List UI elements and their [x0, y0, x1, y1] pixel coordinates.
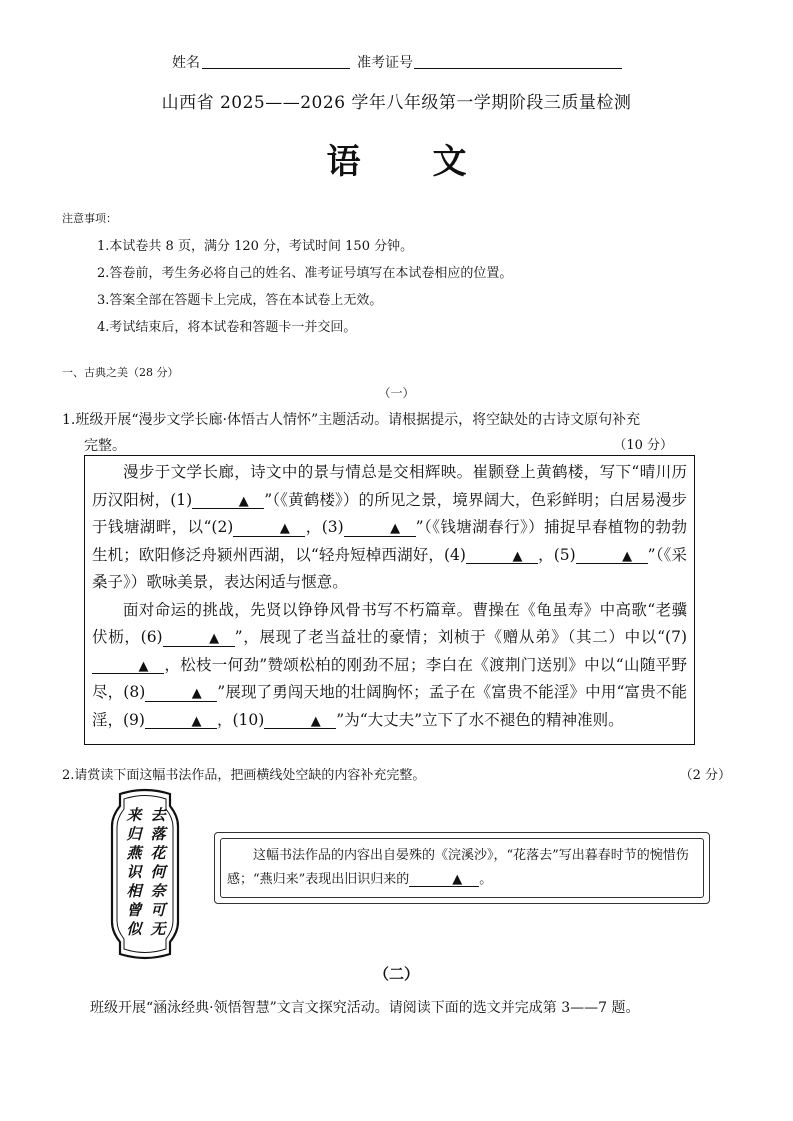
- notice-item: 2.答卷前，考生务必将自己的姓名、准考证号填写在本试卷相应的位置。: [97, 266, 513, 281]
- passage-paragraph: [85, 597, 694, 735]
- calligraphy-callout-box: [214, 832, 710, 904]
- passage-text: ”为“大丈夫”立下了水不褪色的精神准则。: [336, 710, 624, 729]
- blank-triangle-icon: ▲: [452, 872, 463, 887]
- callout-sentence: 这幅书法作品的内容出自晏殊的《浣溪沙》，“花落去”写出暮春时节的惋惜伤感；“燕归来”表现出旧识归来的: [227, 848, 689, 887]
- calligraphy-artwork: [106, 786, 184, 962]
- id-blank: [414, 68, 622, 69]
- passage-text: ，(10): [216, 710, 265, 729]
- answer-blank: [163, 630, 235, 647]
- question-2-stem: [62, 764, 737, 783]
- answer-blank: [233, 520, 305, 537]
- answer-blank: [145, 713, 217, 730]
- passage-text: ”，展现了老当益壮的豪情；刘桢于《赠从弟》（其二）中以“(7): [234, 628, 687, 646]
- passage-text: ”（《采桑子》）歌咏美景，表达闲适与惬意。: [92, 545, 687, 591]
- answer-blank: [466, 548, 538, 565]
- passage-paragraph: [85, 459, 694, 597]
- blank-triangle-icon: ▲: [209, 631, 220, 646]
- exam-title: 山西省 2025——2026 学年八年级第一学期阶段三质量检测: [161, 93, 632, 113]
- notice-item: 4.考试结束后，将本试卷和答题卡一并交回。: [97, 320, 357, 335]
- notice-item: 1.本试卷共 8 页，满分 120 分，考试时间 150 分钟。: [97, 239, 414, 254]
- blank-triangle-icon: ▲: [622, 548, 633, 564]
- callout-text: [227, 844, 699, 892]
- passage-text: ”（《黄鹤楼》）的所见之景，境界阔大，色彩鲜明；白居易漫步于钱塘湖畔，以“(2): [92, 490, 687, 536]
- callout-end: 。: [479, 872, 493, 887]
- name-label: 姓名: [172, 55, 200, 71]
- activity-intro: 班级开展“涵泳经典·领悟智慧”文言文探究活动。请阅读下面的选文并完成第 3——7 题。: [90, 1000, 640, 1016]
- blank-triangle-icon: ▲: [238, 493, 249, 509]
- blank-triangle-icon: ▲: [390, 521, 401, 536]
- blank-triangle-icon: ▲: [310, 713, 321, 729]
- answer-blank: [145, 685, 217, 702]
- question-2-score: （2 分）: [679, 768, 731, 783]
- blank-triangle-icon: ▲: [138, 658, 149, 674]
- passage-text: ”（《钱塘湖春行》）捕捉早春植物的勃勃生机；欧阳修泛舟颍州西湖，以“轻舟短棹西湖好，(4): [92, 518, 687, 564]
- passage-text: ”展现了勇闯天地的壮阔胸怀；孟子在《富贵不能淫》中用“富贵不能淫，(9): [92, 683, 687, 729]
- passage-text: 漫步于文学长廊，诗文中的景与情总是交相辉映。崔颢登上黄鹤楼，写下“晴川历历汉阳树，(1): [92, 463, 687, 509]
- name-blank: [202, 68, 350, 69]
- blank-triangle-icon: ▲: [279, 521, 290, 536]
- passage-text: ，松枝一何劲”赞颂松柏的刚劲不屈；李白在《渡荆门送别》中以“山随平野尽，(8): [92, 655, 687, 701]
- passage-text: 面对命运的挑战，先贤以铮铮风骨书写不朽篇章。曹操在《龟虽寿》中高歌“老骥伏枥，(6): [92, 600, 687, 646]
- poetry-passage-box: [84, 455, 695, 745]
- answer-blank: [192, 493, 264, 510]
- question-2-text: 2.请赏读下面这幅书法作品，把画横线处空缺的内容补充完整。: [62, 768, 426, 783]
- part-label: （一）: [378, 386, 415, 400]
- part-label: （二）: [373, 965, 419, 983]
- question-1-score: （10 分）: [613, 438, 673, 453]
- blank-triangle-icon: ▲: [191, 713, 202, 729]
- question-1-line2: 完整。: [84, 438, 126, 454]
- passage-text: ，(5): [537, 545, 576, 564]
- calligraphy-column-right: 去落花何奈可无: [150, 806, 166, 938]
- subject-title: 语文: [326, 142, 539, 182]
- question-1-stem: [62, 407, 737, 459]
- notice-item: 3.答案全部在答题卡上完成，答在本试卷上无效。: [97, 293, 383, 308]
- blank-triangle-icon: ▲: [512, 548, 523, 564]
- question-1-line1: 1.班级开展“漫步文学长廊·体悟古人情怀”主题活动。请根据提示，将空缺处的古诗文原句补充: [62, 412, 641, 428]
- calligraphy-frame-icon: [106, 786, 184, 962]
- passage-text: ，(3): [305, 518, 344, 536]
- id-label: 准考证号: [357, 55, 413, 71]
- answer-blank: [344, 520, 416, 537]
- answer-blank: [409, 873, 479, 887]
- answer-blank: [576, 548, 648, 565]
- blank-triangle-icon: ▲: [191, 686, 202, 701]
- notice-heading: 注意事项：: [62, 212, 117, 225]
- answer-blank: [92, 658, 164, 675]
- answer-blank: [264, 713, 336, 730]
- section-heading: 一、古典之美（28 分）: [62, 366, 179, 379]
- calligraphy-column-left: 来归燕识相曾似: [126, 806, 142, 938]
